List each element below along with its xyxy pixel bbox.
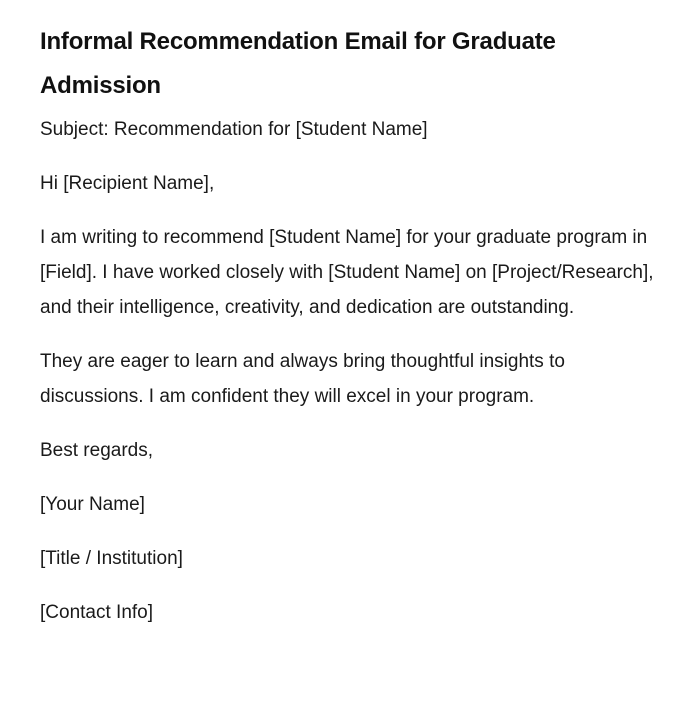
- document-title: Informal Recommendation Email for Graduate Admission: [40, 28, 556, 99]
- email-body-paragraph: I am writing to recommend [Student Name] for your graduate program in [Field]. I have worked closely with [Student Name] on [Project/Research], and their intelligence, creativity, and dedication are outstanding.: [40, 227, 654, 318]
- signature-name: [Your Name]: [40, 494, 145, 515]
- signature-title: [Title / Institution]: [40, 548, 183, 569]
- email-subject-line: Subject: Recommendation for [Student Name]: [40, 119, 428, 140]
- signature-contact: [Contact Info]: [40, 602, 154, 623]
- email-body-paragraph: They are eager to learn and always bring thoughtful insights to discussions. I am confident they will excel in your program.: [40, 351, 565, 407]
- email-closing: Best regards,: [40, 440, 153, 461]
- email-greeting: Hi [Recipient Name],: [40, 173, 215, 194]
